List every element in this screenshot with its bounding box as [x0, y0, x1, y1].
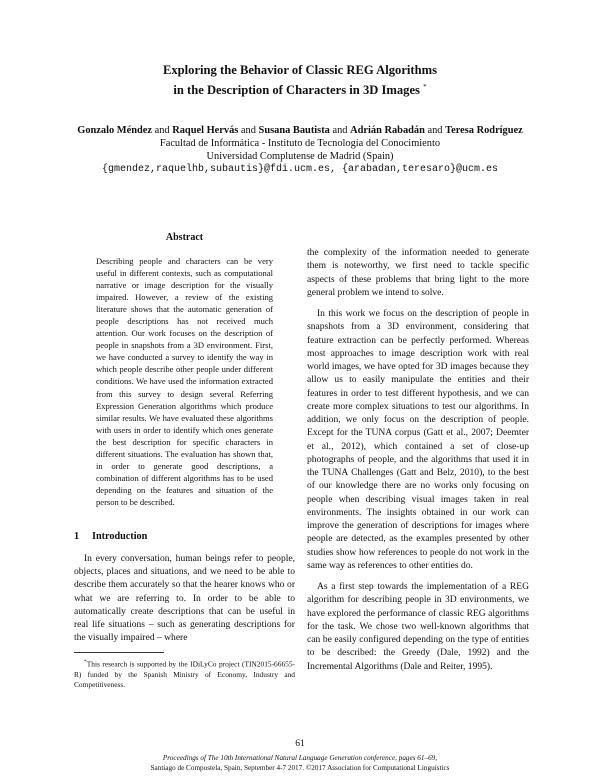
author-name: Susana Bautista [258, 125, 330, 136]
author-emails: {gmendez,raquelhb,subautis}@fdi.ucm.es, {arabadan,teresaro}@ucm.es [101, 164, 499, 175]
abstract-heading: Abstract [165, 232, 204, 243]
affiliation-university: Universidad Complutense de Madrid (Spain) [206, 151, 394, 162]
footnote [74, 657, 295, 691]
proceedings-line-2: Santiago de Compostela, Spain, September 4-7 2017. ©2017 Association for Computational Linguistics [150, 763, 450, 772]
title-line-2 [60, 79, 540, 99]
author-separator: and [332, 125, 348, 136]
author-separator: and [154, 125, 170, 136]
author-separator: and [427, 125, 443, 136]
author-separator: and [240, 125, 256, 136]
author-name: Gonzalo Méndez [77, 125, 152, 136]
affiliation-institute: Facultad de Informática - Instituto de Tecnología del Conocimiento [159, 138, 441, 149]
section-number: 1 [74, 530, 80, 542]
proceedings-venue: Proceedings of The 10th International Natural Language Generation conference, pages 61–69, [162, 754, 438, 762]
intro-paragraph-1-continued: the complexity of the information needed to generate them is noteworthy, we first need to tackle specific aspects of these problems that bring light to the more general problem we intend to solve. [307, 247, 529, 298]
section-title: Introduction [92, 530, 148, 542]
title-footnote-mark: * [423, 82, 427, 91]
abstract-text: Describing people and characters can be very useful in different contexts, such as computational narrative or image description for the visually impaired. However, a review of the existing literature shows that the automatic generation of people descriptions has not received much attention. Our work focuses on the description of people in snapshots from a 3D environment. First, we have conducted a survey to identify the way in which people describe other people under different conditions. We have used the information extracted from this survey to design several Referring Expression Generation algorithms which produce similar results. We have evaluated these algorithms with users in order to identify which ones generate the best description for specific characters in different situations. The evaluation has shown that, in order to generate good descriptions, a combination of different algorithms has to be used depending on the features and situation of the person to be described. [96, 256, 273, 507]
right-column [307, 246, 529, 673]
author-list [20, 124, 580, 138]
title-line-1: Exploring the Behavior of Classic REG Algorithms [162, 63, 438, 77]
footnote-text: This research is supported by the IDiLyCo project (TIN2015-66655-R) funded by the Spanish Ministry of Economy, Industry and Competitiveness. [74, 659, 295, 690]
intro-paragraph-2: In this work we focus on the description of people in snapshots from a 3D environment, considering that feature extraction can be perfectly performed. Whereas most approaches to image description work with real world images, we have opted for 3D images because they allow us to easily manipulate the entities and their features in order to test different hypothesis, and we can create more complex situations to test our algorithms. In addition, we only focus on the description of people. Except for the TUNA corpus (Gatt et al., 2007; Deemter et al., 2012), which contained a set of close-up photographs of people, and the algorithms that used it in the TUNA Challenges (Gatt and Belz, 2010), to the best of our knowledge there are no works only focusing on people when describing visual images taken in real environments. The insights obtained in our work can improve the generation of descriptions for images where people are detected, as the examples presented by other studies show how references to people do not work in the same way as references to other entities do. [307, 308, 529, 571]
intro-paragraph-3: As a first step towards the implementation of a REG algorithm for describing people in 3D environments, we have explored the performance of classic REG algorithms for the task. We chose two well-known algorithms that can be easily configured depending on the type of entities to be described: the Greedy (Dale, 1992) and the Incremental Algorithms (Dale and Reiter, 1995). [307, 581, 529, 672]
author-name: Teresa Rodríguez [445, 125, 523, 136]
footnote-mark: * [84, 659, 87, 665]
paper-title [60, 62, 540, 98]
left-column [74, 232, 295, 645]
proceedings-line-1 [0, 754, 600, 764]
author-name: Raquel Hervás [172, 125, 239, 136]
footnote-divider [74, 652, 164, 653]
intro-paragraph-1: In every conversation, human beings refer to people, objects, places and situations, and we need to be able to describe them accurately so that the hearer knows who or what we are referring to. In order to be able to automatically create descriptions that can be useful in real life situations – such as generating descriptions for the visually impaired – where [74, 552, 295, 644]
page-number: 61 [295, 738, 305, 749]
section-heading [74, 531, 295, 542]
title-line-2-text: in the Description of Characters in 3D Images [173, 82, 420, 97]
proceedings-footer [0, 754, 600, 773]
author-name: Adrián Rabadán [350, 125, 425, 136]
